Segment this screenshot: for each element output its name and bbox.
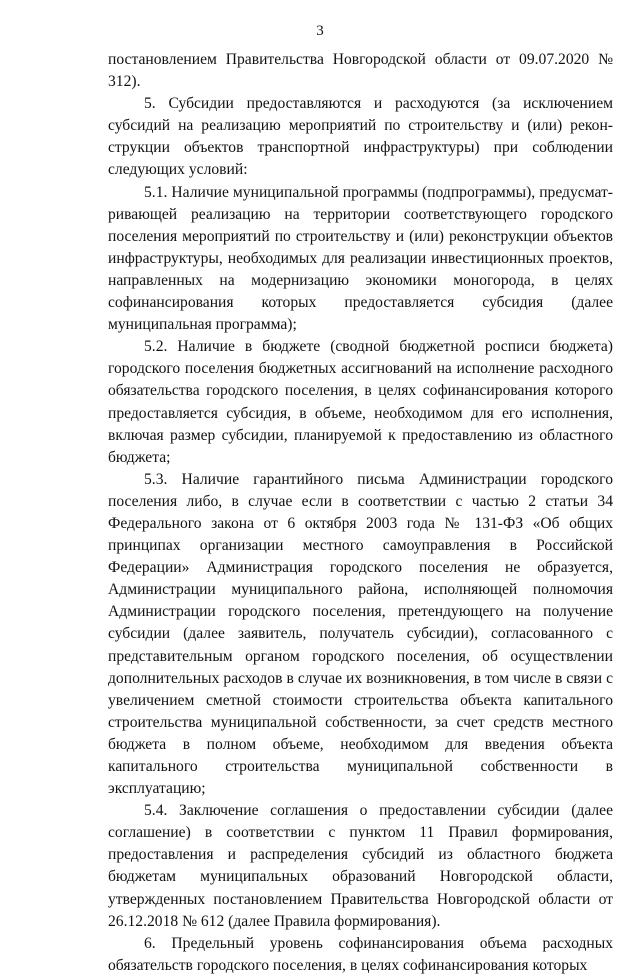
paragraph-item-5-3: 5.3. Наличие гарантийного письма Администрации городского поселения либо, в случае если в соответствии с частью 2 статьи 34 Федерального закона от 6 октября 2003 года № 131-ФЗ «Об общих принципах организации местного самоуправления в Российской Федерации» Администрация городского поселения не образуется, Администрации муниципального района, исполняющей полномочия Администрации городского поселения, претендующего на получение субсидии (далее заявитель, получатель субсидии), согласованного с представительным органом городского поселения, об осуществлении дополнительных расходов в случае их возникновения, в том числе в связи с увеличением сметной стоимости строительства объекта капитального строительства муниципальной собственности, за счет средств местного бюджета в полном объеме, необходимом для введения объекта капитального строительства муниципальной собственности в эксплуатацию;: [108, 470, 613, 798]
paragraph-item-5: 5. Субсидии предоставляются и расходуются (за исключением субсидий на реализацию мероприятий по строительству и (или) реконструкции объектов транспортной инфраструктуры) при соблюдении следующих условий:: [108, 95, 613, 179]
paragraph-item-5-4: 5.4. Заключение соглашения о предоставлении субсидии (далее соглашение) в соответствии с пунктом 11 Правил формирования, предоставления и распределения субсидий из областного бюджета бюджетам муниципальных образований Новгородской области, утвержденных постановлением Правительства Новгородской области от 26.12.2018 № 612 (далее Правила формирования).: [108, 802, 613, 930]
paragraph-item-5-1: 5.1. Наличие муниципальной программы (подпрограммы), предусматривающей реализацию на территории соответствующего городского поселения мероприятий по строительству и (или) реконструкции объектов инфраструктуры, необходимых для реализации инвестиционных проектов, направленных на модернизацию экономики моногорода, в целях софинансирования которых предоставляется субсидия (далее муниципальная программа);: [108, 183, 613, 334]
page-number: 3: [316, 23, 324, 39]
paragraph-item-5-2: 5.2. Наличие в бюджете (сводной бюджетной росписи бюджета) городского поселения бюджетных ассигнований на исполнение расходного обязательства городского поселения, в целях софинансирования которого предоставляется субсидия, в объеме, необходимом для его исполнения, включая размер субсидии, планируемой к предоставлению из областного бюджета;: [108, 338, 613, 466]
paragraph-continuation: постановлением Правительства Новгородской области от 09.07.2020 № 312).: [108, 51, 613, 91]
paragraph-item-6: 6. Предельный уровень софинансирования объема расходных обязательств городского поселения, в целях софинансирования которых: [108, 934, 613, 974]
document-body: [108, 49, 613, 977]
